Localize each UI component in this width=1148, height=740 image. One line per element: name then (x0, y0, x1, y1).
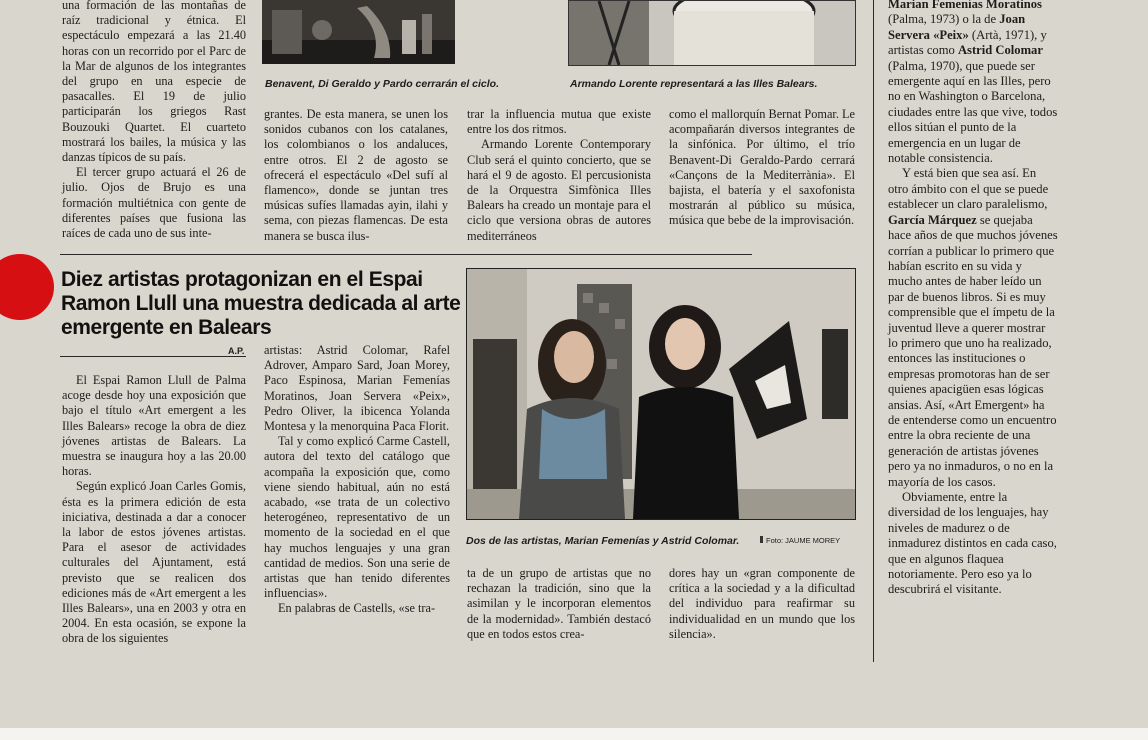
top-left-column (62, 0, 246, 241)
column-divider (873, 0, 874, 662)
paragraph (888, 166, 1058, 490)
paragraph: El tercer grupo actuará el 26 de julio. Ojos de Brujo es una formación multiétnica con gente de diferentes países que fusiona las raíces de cada uno de sus inte- (62, 165, 246, 241)
paragraph: como el mallorquín Bernat Pomar. Le acompañarán diversos integrantes de la sinfónica. Por último, el trío Benavent-Di Geraldo-Pardo cerrará «Cançons de la Mediterrània». El bajista, el batería y el saxofonista mostrarán al público su música, música que bebe de la improvisación. (669, 107, 855, 228)
paragraph: En palabras de Castells, «se tra- (278, 601, 436, 616)
headline: Diez artistas protagonizan en el Espai Ramon Llull una muestra dedicada al arte emergente en Balears (61, 268, 461, 339)
paragraph: artistas: Astrid Colomar, Rafel Adrover, Amparo Sard, Joan Morey, Paco Espinosa, Marian Femenías Moratinos, Joan Servera «Peix», Pedro Oliver, la ibicenca Yolanda Montesa y la menorquina Paca Florit. (264, 343, 450, 434)
photo-credit (760, 536, 840, 545)
paragraph: Tal y como explicó Carme Castell, autora del texto del catálogo que acompaña la exposición que, como viene siendo habitual, aún no está acabado, «se trata de un colectivo heterogéneo, representativo de un momento de la sociedad en el que hay muchos lenguajes y una gran cantidad de medios. Son una serie de artistas que han tenido diferentes influencias». (264, 434, 450, 601)
credit-marker (760, 536, 763, 543)
top-column-4 (669, 107, 855, 229)
paragraph: ta de un grupo de artistas que no rechazan la tradición, sino que la asimilan y le incorporan elementos de la modernidad». También destacó que en todos estos crea- (467, 566, 651, 641)
paragraph (888, 0, 1058, 166)
top-column-3 (467, 107, 651, 244)
text-run: (Palma, 1973) o la de (888, 12, 1000, 27)
byline: A.P. (228, 346, 245, 356)
photo-trio-musicians (262, 0, 455, 64)
article-column-4 (669, 566, 855, 642)
bold-name: Joan Servera «Peix» (888, 12, 1026, 42)
paragraph: El Espai Ramon Llull de Palma acoge desde hoy una exposición que bajo el título «Art emergent a les Illes Balears» recoge la obra de diez jóvenes artistas de Balears. La muestra se inaugura hoy a las 20.00 horas. (62, 373, 246, 479)
article-column-3 (467, 566, 651, 642)
scan-edge (0, 728, 1148, 740)
bold-name: Marian Femenías Moratinos (888, 0, 1042, 11)
paragraph: una formación de las montañas de raíz tradicional y étnica. El espectáculo empezará a las 21.40 horas con un recorrido por el Parc de la Mar de algunos de los integrantes del grupo en una especie de pasacalles. El 19 de julio participarán los griegos Rast Bouzouki Quartet. El cuarteto mostrará los bailes, la música y las danzas típicos de su país. (62, 0, 246, 165)
photo-two-artists (466, 268, 856, 520)
top-column-2 (264, 107, 448, 244)
red-marker-dot (0, 254, 54, 320)
right-opinion-column (888, 0, 1058, 598)
photo-caption: Dos de las artistas, Marian Femenías y Astrid Colomar. (466, 535, 740, 547)
text-run: (Artà, 1971), y artistas como (888, 27, 1047, 58)
text-run: Y está bien que sea así. En otro ámbito con el que se puede establecer un claro paralelismo, (888, 166, 1049, 212)
paragraph: dores hay un «gran componente de crítica a la sociedad y a la dificultad del individuo para reafirmar su individualidad en un mundo que los silencia». (669, 566, 855, 641)
photo-caption: Armando Lorente representará a las Illes Balears. (570, 78, 818, 90)
text-run: (Palma, 1970), que puede ser emergente aquí en las Illes, pero no en Washington o Barcelona, ciudades entre las que vive, todos ellos sitúan el punto de la emergencia en un lugar de notable consistencia. (888, 58, 1058, 166)
article-column-1 (62, 373, 246, 647)
bold-name: Astrid Colomar (957, 43, 1043, 58)
paragraph: Armando Lorente Contemporary Club será el quinto concierto, que se hará el 9 de agosto. El percusionista de la Orquestra Simfònica Illes Balears ha creado un montaje para el ciclo que versiona obras de autores mediterráneos (467, 137, 651, 243)
photo-drummer (568, 0, 856, 66)
paragraph: Según explicó Joan Carles Gomis, ésta es la primera edición de esta iniciativa, destinada a dar a conocer la labor de estos jóvenes artistas. Para el asesor de actividades culturales del Ajuntament, está previsto que se realicen dos ediciones más de «Art emergent a les Illes Balears», una en 2003 y otra en 2004. En esta ocasión, se expone la obra de los siguientes (62, 479, 246, 646)
text-run: se quejaba hace años de que muchos jóvenes corrían a publicar lo primero que habían escrito en su vida y mucho antes de haber leído un par de buenos libros. Si es muy comprensible que el ímpetu de la juventud lleve a querer mostrar lo primero que uno ha realizado, entonces las instituciones o empresas promotoras han de ser quienes apacigüen esas lógicas ansias. Así, «Art Emergent» ha de entenderse como un encuentro entre la obra reciente de una generación de artistas jóvenes pero ya no inmaduros, o no en la mayoría de los casos. (888, 212, 1058, 489)
photo-caption: Benavent, Di Geraldo y Pardo cerrarán el ciclo. (265, 78, 500, 90)
paragraph: Obviamente, entre la diversidad de los lenguajes, hay niveles de madurez o de inmadurez distintos en cada caso, que en algunos flaquea notoriamente. Pero eso ya lo descubrirá el visitante. (888, 490, 1057, 597)
paragraph: trar la influencia mutua que existe entre los dos ritmos. (467, 107, 651, 137)
headline-rule (60, 356, 246, 357)
article-column-2 (264, 343, 450, 617)
section-divider (60, 254, 752, 255)
paragraph: grantes. De esta manera, se unen los sonidos cubanos con los catalanes, los colombianos o los andaluces, entre otros. El 2 de agosto se ofrecerá el espectáculo «Del sufí al flamenco», donde se juntan tres músicas sufíes llamadas ayin, ilahi y sema, con piezas flamencas. De esta manera se busca ilus- (264, 107, 448, 243)
bold-name: García Márquez (888, 212, 977, 227)
credit-text: Foto: JAUME MOREY (766, 536, 841, 545)
